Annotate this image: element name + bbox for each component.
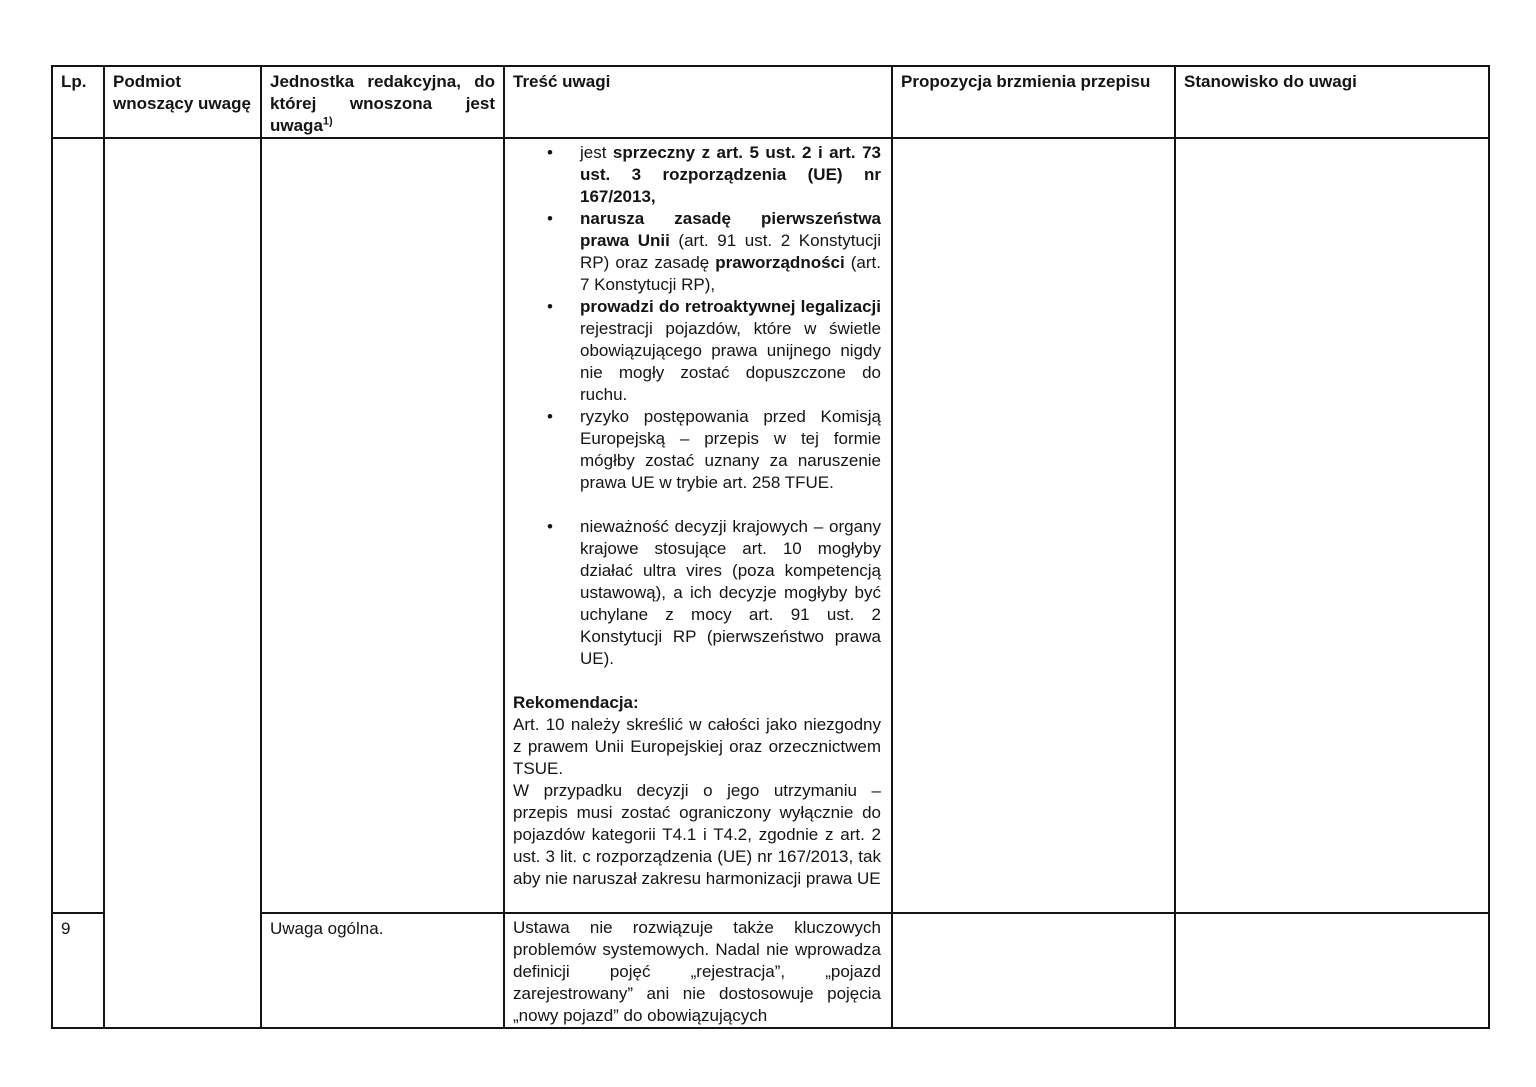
text-run: Art. 10 należy skreślić w całości jako niezgodny z prawem Unii Europejskiej oraz orzecznictwem TSUE.: [513, 715, 881, 778]
cell-podmiot-merged: [104, 138, 261, 1028]
footnote-marker: 1): [322, 115, 333, 128]
cell-propozycja: [892, 138, 1175, 913]
text-run: W przypadku decyzji o jego utrzymaniu – przepis musi zostać ograniczony wyłącznie do pojazdów kategorii T4.1 i T4.2, zgodnie z art. 2 ust. 3 lit. c rozporządzenia (UE) nr 167/2013, tak aby nie naruszał zakresu harmonizacji prawa UE: [513, 781, 881, 888]
text-run-bold: narusza zasadę pierwszeństwa prawa Unii: [580, 209, 881, 250]
cell-tresc-uwagi: [504, 913, 892, 1028]
header-jednostka-text: Jednostka redakcyjna, do której wnoszona jest uwaga: [270, 72, 495, 135]
text-run-bold: prowadzi do retroaktywnej legalizacji: [580, 297, 881, 316]
text-run-bold: sprzeczny z art. 5 ust. 2 i art. 73 ust. 3 rozporządzenia (UE) nr 167/2013,: [580, 143, 881, 206]
table-row-8-continuation: [52, 138, 1489, 913]
header-cell-stanowisko: Stanowisko do uwagi: [1175, 66, 1489, 138]
cell-stanowisko: [1175, 913, 1489, 1028]
text-run: rejestracji pojazdów, które w świetle obowiązującego prawa unijnego nigdy nie mogły zostać dopuszczone do ruchu.: [580, 319, 881, 404]
bullet-icon: •: [547, 517, 553, 536]
paragraph: [513, 692, 881, 714]
paragraph: [513, 917, 881, 1027]
header-cell-jednostka: [261, 66, 504, 138]
bullet-item: [513, 516, 881, 670]
text-run-bold: praworządności: [715, 253, 845, 272]
text-run: jest: [580, 143, 613, 162]
text-run-bold: Rekomendacja:: [513, 693, 639, 712]
paragraph: [513, 780, 881, 890]
text-run: (art. 91 ust. 2 Konstytucji RP) oraz zasadę: [580, 231, 881, 272]
bullet-item: [513, 296, 881, 406]
bullet-icon: •: [547, 143, 553, 162]
text-run: nieważność decyzji krajowych – organy krajowe stosujące art. 10 mogłyby działać ultra vires (poza kompetencją ustawową), a ich decyzje mogłyby być uchylane z mocy art. 91 ust. 2 Konstytucji RP (pierwszeństwo prawa UE).: [580, 517, 881, 668]
header-cell-propozycja: Propozycja brzmienia przepisu: [892, 66, 1175, 138]
text-run: (art. 7 Konstytucji RP),: [580, 253, 881, 294]
header-cell-tresc: Treść uwagi: [504, 66, 892, 138]
paragraph: [513, 714, 881, 780]
bullet-item: [513, 142, 881, 208]
cell-jednostka: Uwaga ogólna.: [261, 913, 504, 1028]
bullet-item: [513, 406, 881, 494]
cell-lp: [52, 138, 104, 913]
bullet-icon: •: [547, 407, 553, 426]
comments-table: [51, 65, 1490, 1029]
bullet-item: [513, 208, 881, 296]
bullet-icon: •: [547, 297, 553, 316]
cell-stanowisko: [1175, 138, 1489, 913]
cell-tresc-uwagi: [504, 138, 892, 913]
table-header-row: [52, 66, 1489, 138]
text-run: ryzyko postępowania przed Komisją Europejską – przepis w tej formie mógłby zostać uznany za naruszenie prawa UE w trybie art. 258 TFUE.: [580, 407, 881, 492]
header-cell-lp: Lp.: [52, 66, 104, 138]
cell-propozycja: [892, 913, 1175, 1028]
header-cell-podmiot: Podmiot wnoszący uwagę: [104, 66, 261, 138]
cell-lp: 9: [52, 913, 104, 1028]
table-row-9: [52, 913, 1489, 1028]
text-run: Ustawa nie rozwiązuje także kluczowych problemów systemowych. Nadal nie wprowadza definicji pojęć „rejestracja”, „pojazd zarejestrowany” ani nie dostosowuje pojęcia „nowy pojazd” do obowiązujących: [513, 918, 881, 1025]
bullet-icon: •: [547, 209, 553, 228]
cell-jednostka: [261, 138, 504, 913]
